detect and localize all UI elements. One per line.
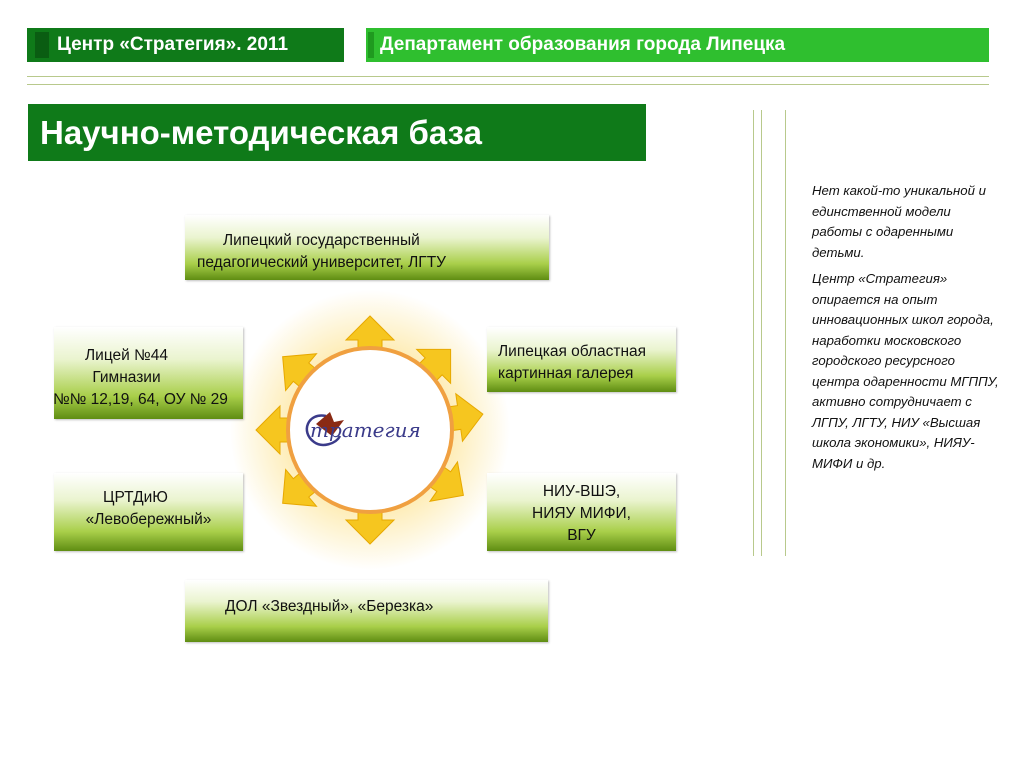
node-right-upper-line-2: картинная галерея <box>498 365 634 382</box>
header-left-label: Центр «Стратегия». 2011 <box>57 34 289 55</box>
node-bottom-line-1: ДОЛ «Звездный», «Березка» <box>225 598 434 615</box>
node-right-lower-line-3: ВГУ <box>567 527 596 544</box>
node-left-lower <box>54 473 243 551</box>
node-right-lower-line-2: НИЯУ МИФИ, <box>532 505 631 522</box>
node-left-upper <box>54 327 243 419</box>
node-right-lower-line-1: НИУ-ВШЭ, <box>542 483 621 500</box>
logo-text: тратегия <box>310 418 421 442</box>
sidebar-paragraph-1: Нет какой-то уникальной и единственной модели работы с одаренными детьми. <box>812 183 986 260</box>
node-left-upper-line-1: Лицей №44 <box>85 347 168 364</box>
node-right-upper-line-1: Липецкая областная <box>498 343 647 360</box>
node-left-lower-line-2: «Левобережный» <box>85 511 212 528</box>
node-right-upper <box>487 327 676 392</box>
node-top <box>185 215 549 280</box>
node-left-upper-line-2: Гимназии <box>92 369 161 386</box>
node-right-lower <box>487 473 676 551</box>
node-top-line-2: педагогический университет, ЛГТУ <box>197 254 447 271</box>
header-right-label: Департамент образования города Липецка <box>380 34 786 55</box>
node-top-line-1: Липецкий государственный <box>223 232 420 249</box>
page-title-text: Научно-методическая база <box>40 113 482 151</box>
sidebar-paragraph-2: Центр «Стратегия» опирается на опыт инновационных школ города, наработки московского городского ресурсного центра одаренности МГППУ, активно сотрудничает с ЛГПУ, ЛГТУ, НИУ «Высшая школа экономики», НИЯУ-МИФИ и др. <box>812 271 999 471</box>
node-left-upper-line-3: №№ 12,19, 64, ОУ № 29 <box>53 391 228 408</box>
node-left-lower-line-1: ЦРТДиЮ <box>103 489 168 506</box>
node-bottom <box>185 580 548 642</box>
